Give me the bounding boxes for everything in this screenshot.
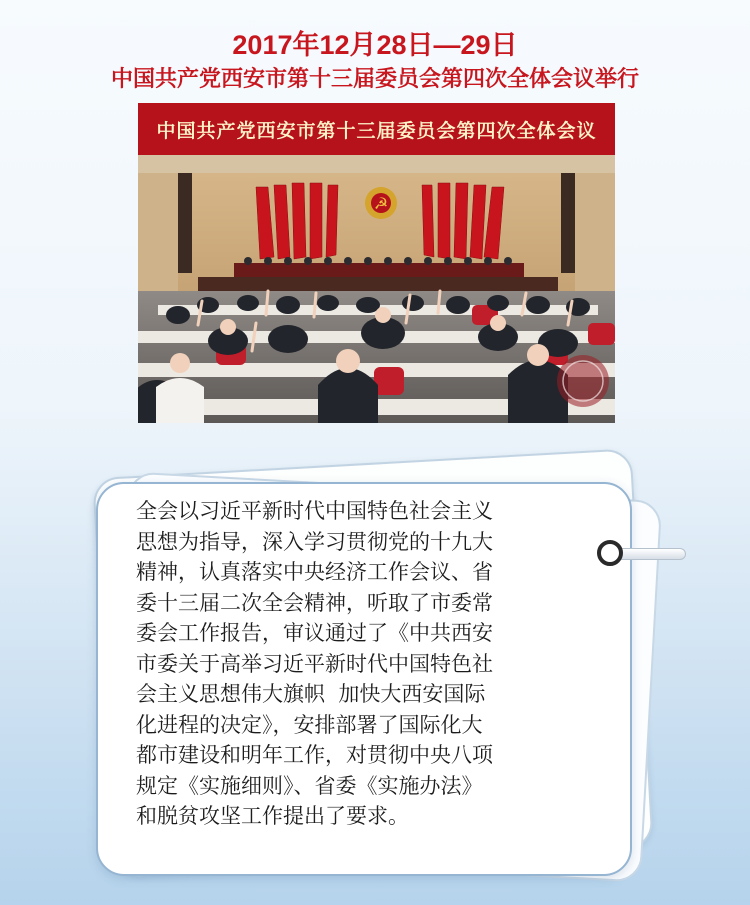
body-line: 都市建设和明年工作，对贯彻中央八项 [136,743,493,767]
body-line: 市委关于高举习近平新时代中国特色社 [136,651,493,676]
body-line: 委十三届二次全会精神，听取了市委常 [136,590,493,615]
photo-banner: 中国共产党西安市第十三届委员会第四次全体会议 [138,103,615,155]
svg-text:☭: ☭ [373,194,389,213]
body-line: 规定《实施细则》、省委《实施办法》 [136,773,483,798]
body-line: 全会以习近平新时代中国特色社会主义 [136,499,493,523]
body-line: 精神，认真落实中央经济工作会议、省 [136,560,493,584]
header [0,28,750,96]
meeting-photo [138,103,615,423]
body-line: 委会工作报告，审议通过了《中共西安 [136,621,493,645]
body-line: 和脱贫攻坚工作提出了要求。 [136,804,409,828]
page-title: 中国共产党西安市第十三届委员会第四次全体会议举行 [110,67,639,92]
meeting-hall-illustration [138,155,615,423]
body-line: 会主义思想伟大旗帜 加快大西安国际 [136,682,486,706]
date-heading: 2017年12月28日—29日 [232,30,518,60]
body-text [136,496,586,832]
binder-ring-icon [597,540,623,566]
body-line: 思想为指导，深入学习贯彻党的十九大 [136,529,493,554]
body-line: 化进程的决定》，安排部署了国际化大 [136,712,483,737]
